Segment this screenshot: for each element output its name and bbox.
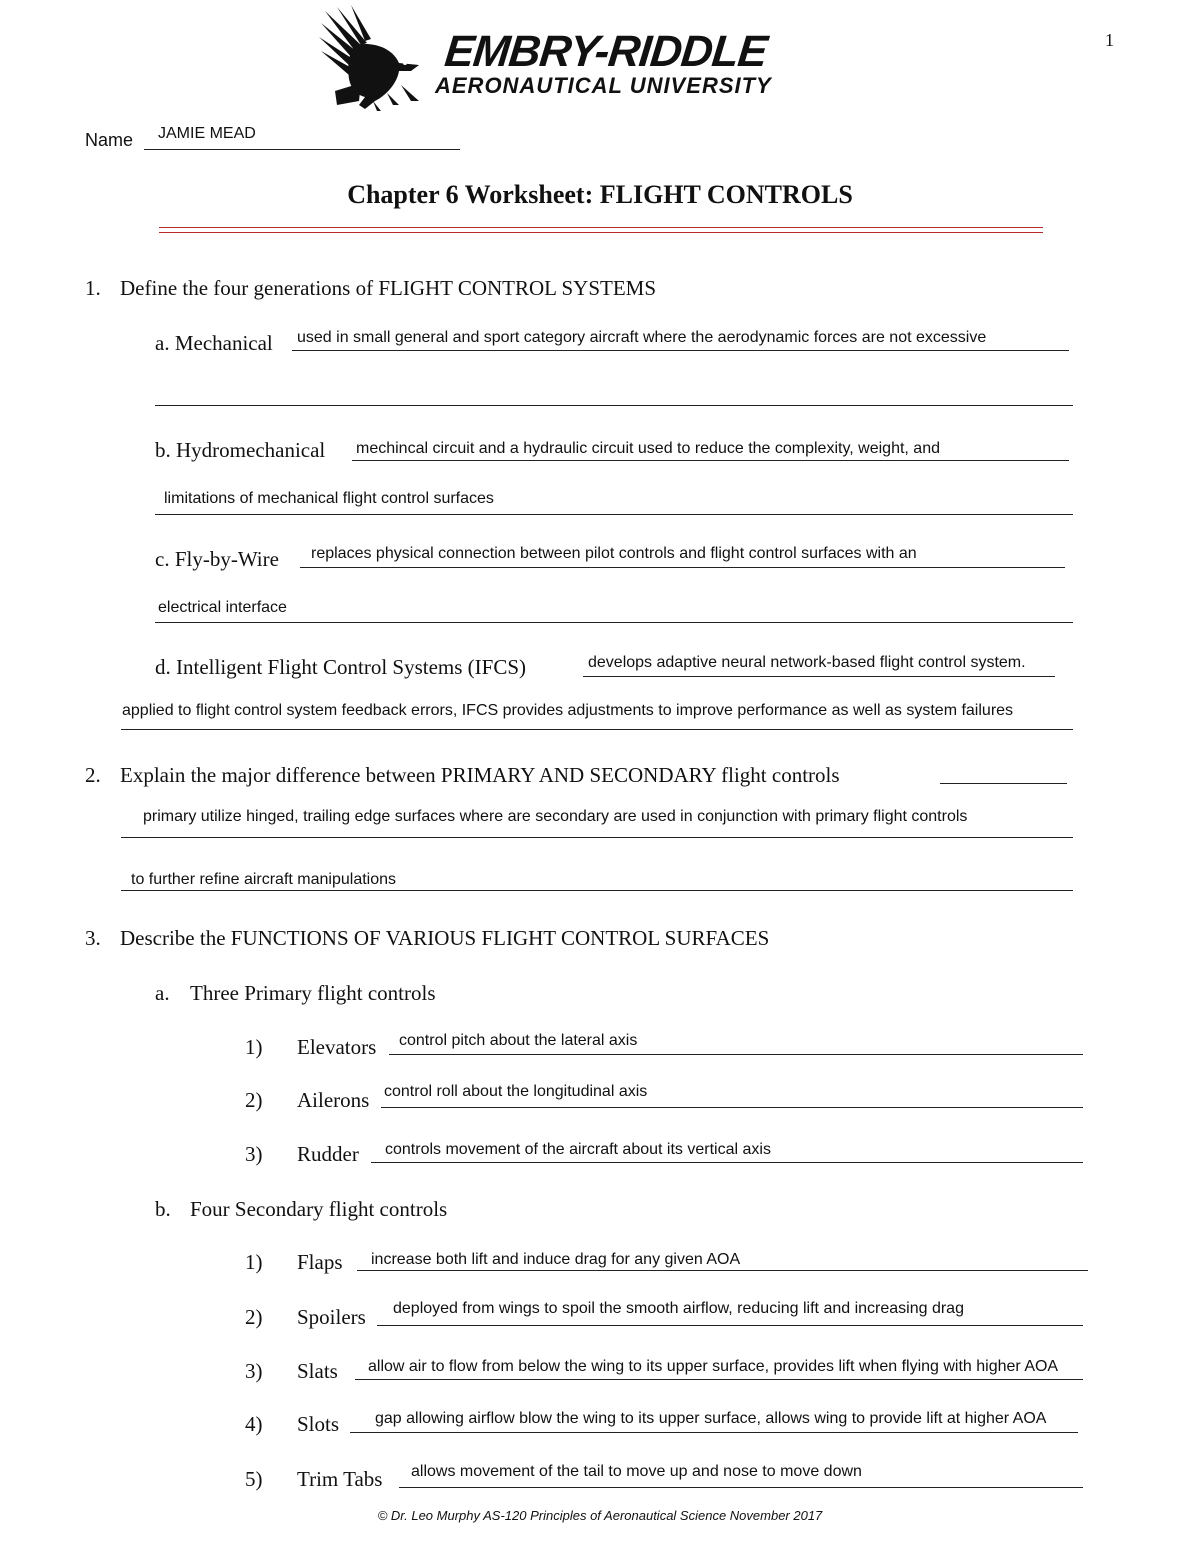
q3a-item1-num: 1) [245, 1035, 263, 1059]
q3b-item3-num: 3) [245, 1359, 263, 1383]
q3b-item5-answer: allows movement of the tail to move up and nose to move down [411, 1463, 862, 1480]
q2-line2[interactable] [121, 890, 1073, 891]
q1c-line1[interactable] [300, 567, 1065, 568]
q3a-item3-num: 3) [245, 1142, 263, 1166]
q1d-line2[interactable] [121, 729, 1073, 730]
q3a-item2-answer: control roll about the longitudinal axis [384, 1083, 648, 1100]
q1b-answer2: limitations of mechanical flight control surfaces [164, 490, 494, 507]
q1b-label: b. Hydromechanical [155, 438, 326, 462]
q1d-label: d. Intelligent Flight Control Systems (IFCS) [155, 655, 527, 679]
q3a-item3-label: Rudder [297, 1142, 359, 1166]
page-title: Chapter 6 Worksheet: FLIGHT CONTROLS [347, 180, 853, 209]
q3a-text: Three Primary flight controls [190, 981, 436, 1005]
q3b-item1-line[interactable] [357, 1270, 1088, 1271]
q3-text: Describe the FUNCTIONS OF VARIOUS FLIGHT CONTROL SURFACES [120, 926, 770, 950]
q3b-item4-line[interactable] [350, 1432, 1078, 1433]
q3b-item2-num: 2) [245, 1305, 263, 1329]
q1c-answer1: replaces physical connection between pilot controls and flight control surfaces with an [311, 545, 917, 562]
q1c-label: c. Fly-by-Wire [155, 547, 279, 571]
q3a-item2-label: Ailerons [297, 1088, 370, 1112]
q3b-item3-label: Slats [297, 1359, 338, 1383]
q1a-line2[interactable] [155, 405, 1073, 406]
q1a-answer1: used in small general and sport category aircraft where the aerodynamic forces are not excessive [297, 329, 987, 346]
q3a-item2-line[interactable] [381, 1107, 1083, 1108]
q1b-line1[interactable] [352, 460, 1069, 461]
q3b-item2-label: Spoilers [297, 1305, 366, 1329]
q3b-item5-line[interactable] [399, 1487, 1083, 1488]
q3a-item1-label: Elevators [297, 1035, 377, 1059]
q3b-label: b. [155, 1197, 171, 1221]
q3-number: 3. [85, 926, 101, 950]
q3b-item1-label: Flaps [297, 1250, 343, 1274]
logo-name: EMBRY-RIDDLE [442, 27, 769, 76]
q3b-item4-num: 4) [245, 1412, 263, 1436]
q1-number: 1. [85, 276, 101, 300]
footer-copyright: © Dr. Leo Murphy AS-120 Principles of Aeronautical Science November 2017 [377, 1508, 823, 1523]
q3b-item3-answer: allow air to flow from below the wing to its upper surface, provides lift when flying with higher AOA [368, 1358, 1059, 1375]
q3a-item2-num: 2) [245, 1088, 263, 1112]
q3b-item5-label: Trim Tabs [297, 1467, 383, 1491]
q2-line1[interactable] [121, 837, 1073, 838]
q3b-item4-label: Slots [297, 1412, 340, 1436]
q1c-line2[interactable] [155, 622, 1073, 623]
q1b-line2[interactable] [155, 514, 1073, 515]
q1-text: Define the four generations of FLIGHT CONTROL SYSTEMS [120, 276, 657, 300]
q3b-item5-num: 5) [245, 1467, 263, 1491]
eagle-icon [315, 5, 427, 113]
q1a-label: a. Mechanical [155, 331, 273, 355]
q3a-label: a. [155, 981, 170, 1005]
q2-answer1: primary utilize hinged, trailing edge surfaces where are secondary are used in conjunction with primary flight controls [143, 808, 968, 825]
q1d-line1[interactable] [583, 676, 1055, 677]
university-logo [315, 5, 835, 113]
q3b-item3-line[interactable] [355, 1379, 1083, 1380]
title-divider [159, 227, 1043, 233]
q3a-item3-answer: controls movement of the aircraft about its vertical axis [385, 1141, 771, 1158]
q3b-item4-answer: gap allowing airflow blow the wing to its upper surface, allows wing to provide lift at higher AOA [375, 1410, 1047, 1427]
q3a-item1-answer: control pitch about the lateral axis [399, 1032, 638, 1049]
q3b-item1-answer: increase both lift and induce drag for any given AOA [371, 1251, 741, 1268]
name-field-line[interactable] [144, 149, 460, 150]
q3b-item1-num: 1) [245, 1250, 263, 1274]
q3b-item2-answer: deployed from wings to spoil the smooth airflow, reducing lift and increasing drag [393, 1300, 964, 1317]
q2-number: 2. [85, 763, 101, 787]
q3b-item2-line[interactable] [377, 1325, 1083, 1326]
name-value: JAMIE MEAD [158, 125, 256, 142]
logo-subtitle: AERONAUTICAL UNIVERSITY [435, 73, 772, 98]
q1a-line1[interactable] [292, 350, 1069, 351]
q2-trailing-line[interactable] [940, 783, 1067, 784]
q3b-text: Four Secondary flight controls [190, 1197, 448, 1221]
q1b-answer1: mechincal circuit and a hydraulic circuit used to reduce the complexity, weight, and [356, 440, 940, 457]
page-number: 1 [1105, 30, 1114, 50]
name-label: Name [85, 130, 134, 150]
q1d-answer2: applied to flight control system feedback errors, IFCS provides adjustments to improve performance as well as system failures [122, 702, 1014, 719]
q1c-answer2: electrical interface [158, 599, 287, 616]
q2-answer2: to further refine aircraft manipulations [131, 871, 397, 888]
q3a-item3-line[interactable] [371, 1162, 1083, 1163]
q2-text: Explain the major difference between PRIMARY AND SECONDARY flight controls [120, 763, 840, 787]
q3a-item1-line[interactable] [389, 1054, 1083, 1055]
q1d-answer1: develops adaptive neural network-based flight control system. [588, 654, 1026, 671]
